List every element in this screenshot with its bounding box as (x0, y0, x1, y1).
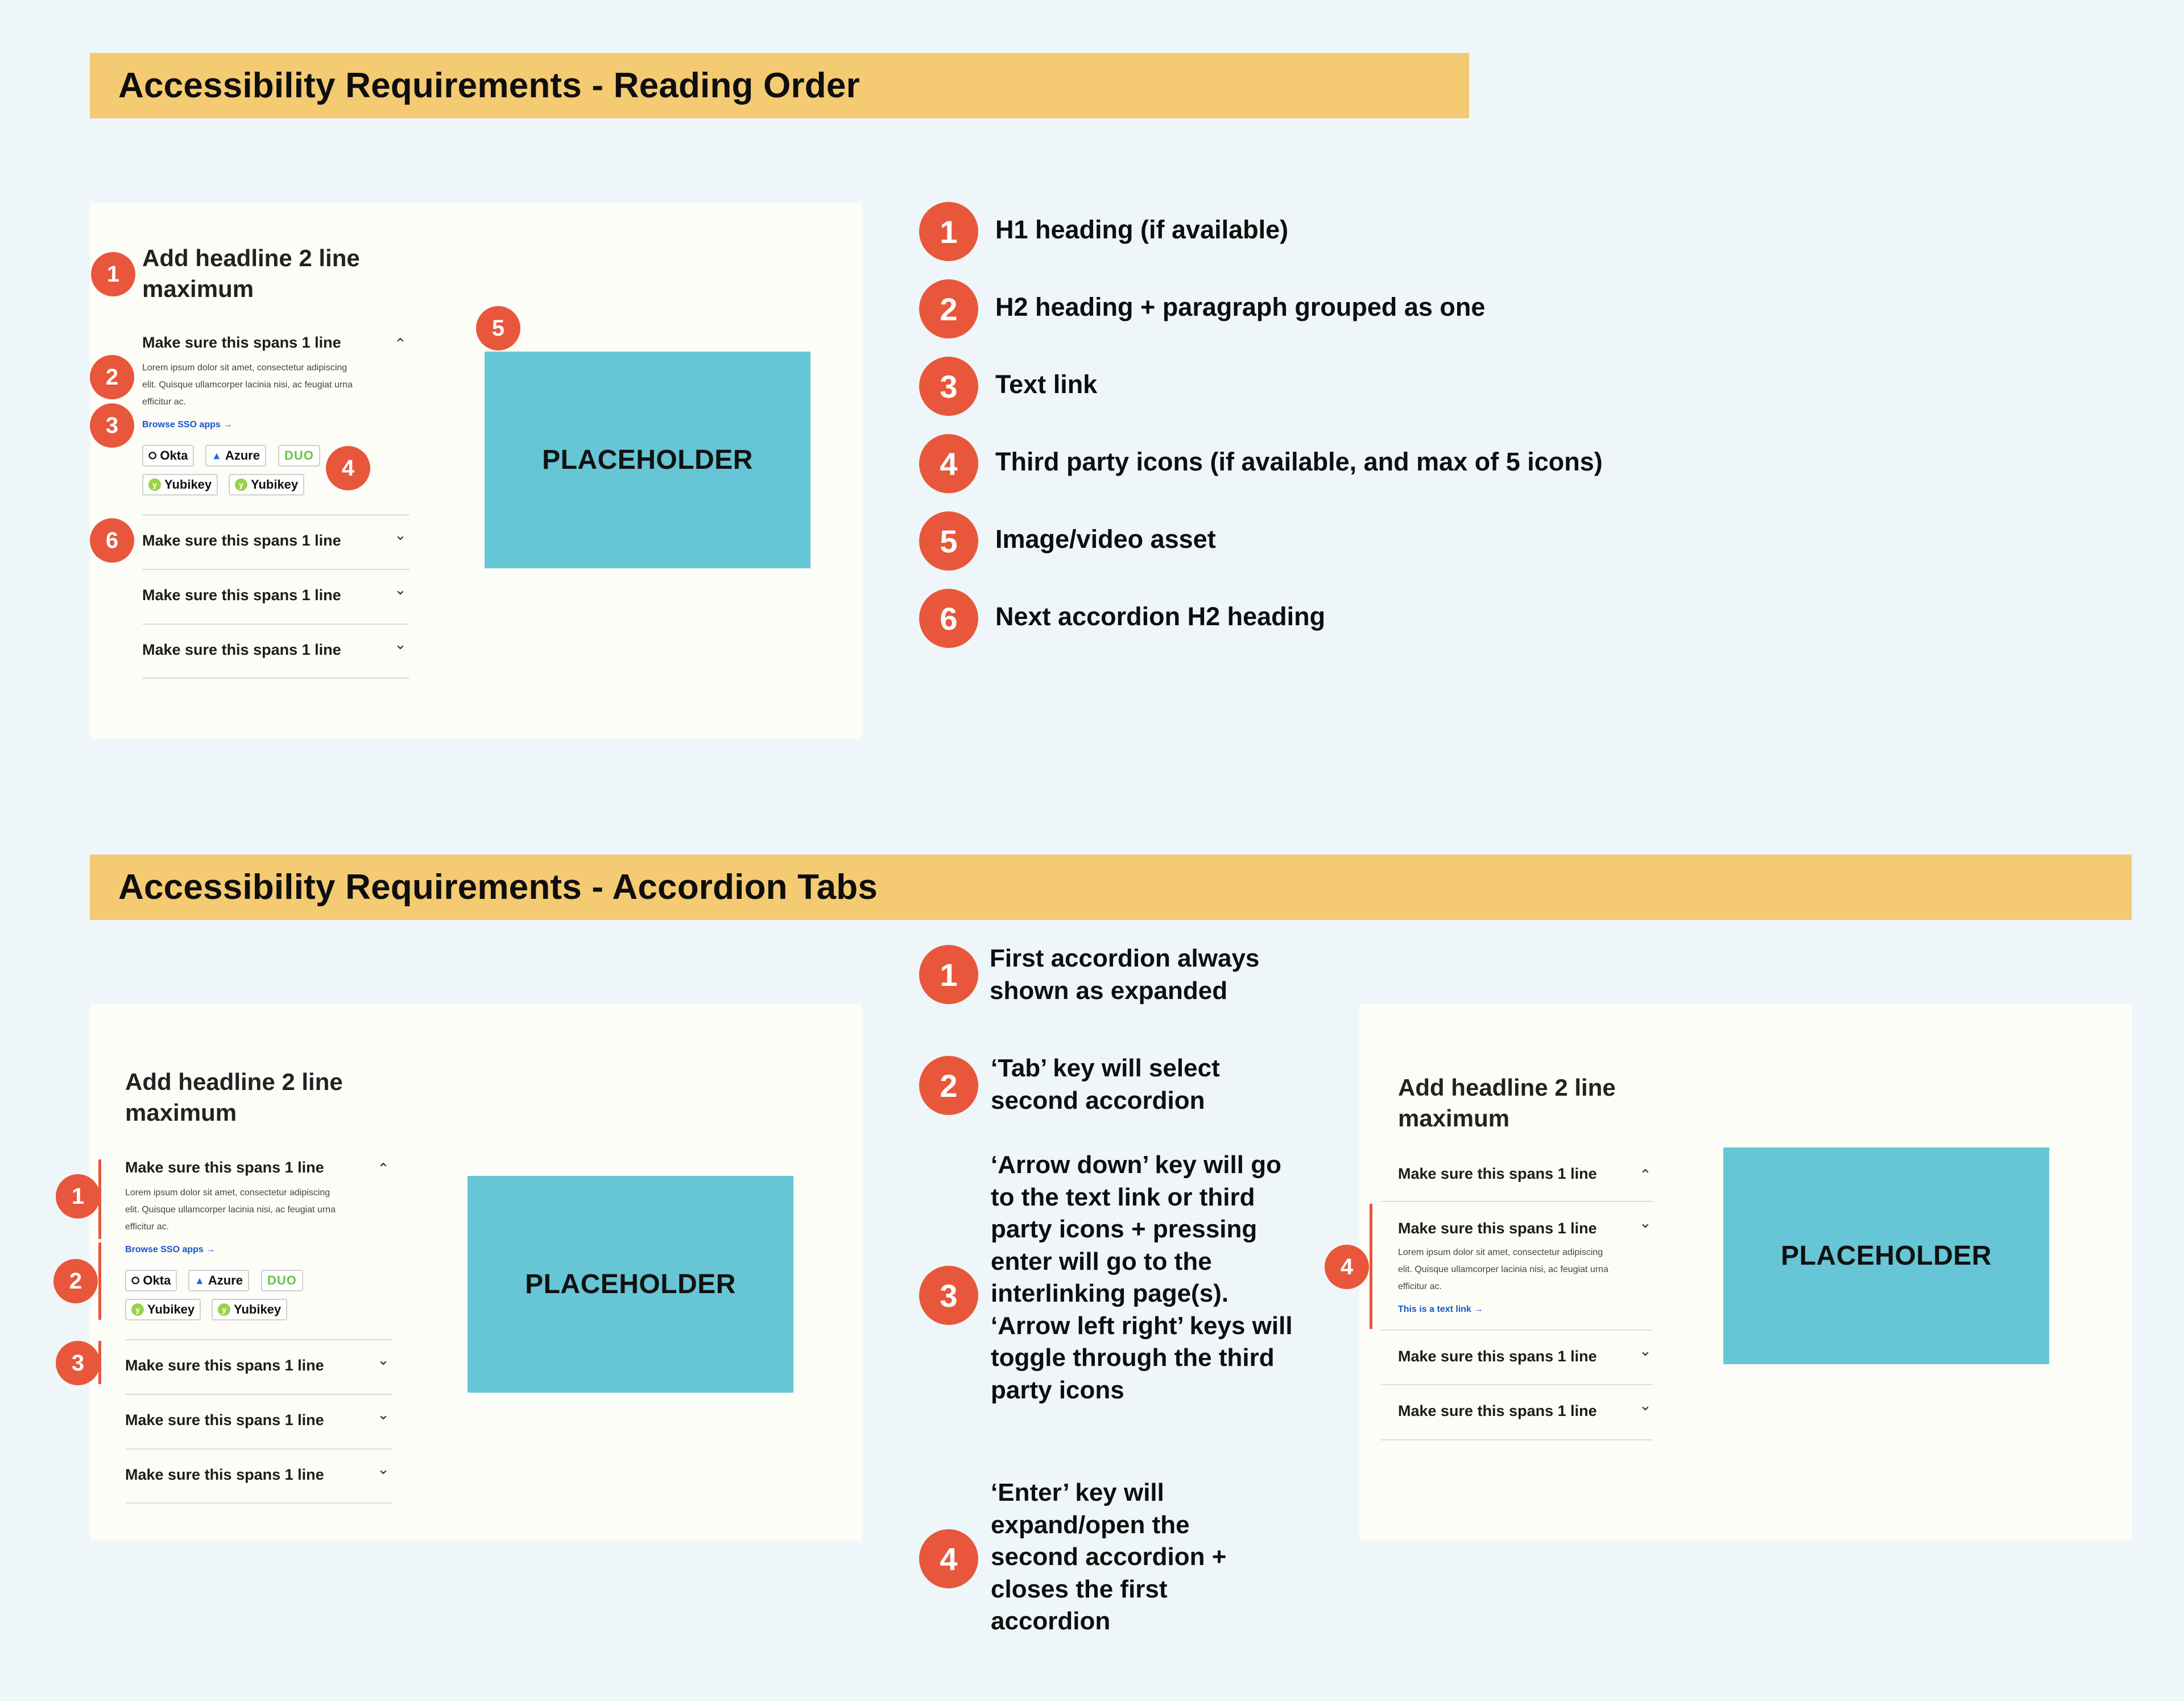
accordion-title-1[interactable]: Make sure this spans 1 line (1398, 1165, 1597, 1182)
legend-badge-5: 5 (919, 511, 978, 571)
legend-text-3: Text link (995, 370, 1098, 399)
badge-3: 3 (56, 1341, 100, 1385)
accordion-title-4[interactable]: Make sure this spans 1 line (125, 1466, 324, 1483)
chevron-down-icon[interactable]: ⌄ (377, 1460, 390, 1477)
step-badge-4: 4 (919, 1529, 978, 1588)
accordion-divider (1381, 1384, 1653, 1385)
badge-5: 5 (476, 306, 520, 350)
step-badge-3: 3 (919, 1266, 978, 1325)
accordion-divider (125, 1502, 392, 1504)
step-text-2: ‘Tab’ key will select second accordion (991, 1054, 1220, 1114)
placeholder-label: PLACEHOLDER (525, 1269, 736, 1299)
browse-sso-link[interactable]: Browse SSO apps → (142, 420, 233, 430)
accordion-title-4[interactable]: Make sure this spans 1 line (142, 641, 341, 658)
chevron-down-icon[interactable]: ⌄ (394, 635, 407, 653)
yubikey-icon: y (131, 1303, 144, 1316)
badge-2: 2 (53, 1259, 98, 1303)
duo-logo: DUO (267, 1273, 297, 1287)
partner-duo[interactable] (278, 445, 320, 466)
focus-indicator-2 (98, 1242, 101, 1320)
accordion-title-3[interactable]: Make sure this spans 1 line (1398, 1348, 1597, 1365)
legend-text-2: H2 heading + paragraph grouped as one (995, 292, 1486, 321)
section1-title: Accessibility Requirements - Reading Order (118, 66, 860, 105)
accordion-title-2[interactable]: Make sure this spans 1 line (142, 532, 341, 549)
accordion-divider (142, 514, 410, 515)
accordion-divider (1381, 1330, 1653, 1331)
partner-okta[interactable]: ⭘ Okta (125, 1270, 177, 1291)
section2-banner (90, 854, 2132, 920)
accordion-title-2[interactable]: Make sure this spans 1 line (125, 1357, 324, 1374)
badge-1: 1 (91, 252, 135, 296)
image-placeholder (468, 1176, 793, 1393)
accordion-tabs-right-card (1359, 1004, 2132, 1541)
chevron-down-icon[interactable]: ⌄ (394, 581, 407, 598)
chevron-down-icon[interactable]: ⌄ (1639, 1342, 1652, 1359)
chevron-up-icon[interactable]: ⌃ (377, 1160, 390, 1177)
legend-text-4: Third party icons (if available, and max of 5 icons) (995, 447, 1603, 476)
badge-4: 4 (1325, 1245, 1369, 1289)
chevron-down-icon[interactable]: ⌄ (1639, 1397, 1652, 1414)
legend-text-5: Image/video asset (995, 525, 1216, 554)
badge-1: 1 (56, 1174, 100, 1219)
partner-yubikey-1[interactable]: y Yubikey (142, 474, 218, 496)
yubikey-icon: y (148, 478, 161, 491)
image-placeholder (485, 352, 810, 568)
accordion-divider (125, 1339, 392, 1340)
legend-text-1: H1 heading (if available) (995, 215, 1289, 244)
placeholder-label: PLACEHOLDER (542, 445, 753, 475)
text-link[interactable]: This is a text link → (1398, 1304, 1483, 1314)
section2-title: Accessibility Requirements - Accordion Tabs (118, 868, 878, 907)
badge-4: 4 (326, 446, 370, 490)
accordion-divider (1381, 1201, 1653, 1202)
legend-text-6: Next accordion H2 heading (995, 602, 1326, 631)
legend-badge-3: 3 (919, 357, 978, 416)
yubikey-icon: y (218, 1303, 230, 1316)
section1-banner (90, 53, 1469, 118)
accordion-title-1[interactable]: Make sure this spans 1 line (125, 1159, 324, 1176)
step-text-1: First accordion always shown as expanded (990, 944, 1260, 1005)
badge-2: 2 (90, 355, 134, 399)
partner-duo[interactable] (261, 1270, 303, 1291)
azure-icon: ▲ (195, 1274, 205, 1286)
legend-badge-2: 2 (919, 279, 978, 338)
badge-3: 3 (90, 403, 134, 448)
accordion-title-3[interactable]: Make sure this spans 1 line (142, 587, 341, 604)
accordion-body-2: Lorem ipsum dolor sit amet, consectetur adipiscing elit. Quisque ullamcorper lacinia nisi, ac feugiat urna efficitur ac. (1398, 1248, 1608, 1291)
step-badge-1: 1 (919, 945, 978, 1004)
badge-6: 6 (90, 518, 134, 563)
step-badge-2: 2 (919, 1056, 978, 1115)
step-text-3: ‘Arrow down’ key will go to the text link or third party icons + pressing enter will go to the interlinking page(s). ‘Arrow left right’ keys will toggle through the third party icons (991, 1151, 1293, 1404)
placeholder-label: PLACEHOLDER (1781, 1241, 1992, 1271)
accordion-divider (125, 1394, 392, 1395)
accordion-title-1[interactable]: Make sure this spans 1 line (142, 334, 341, 351)
okta-icon: ⭘ (131, 1274, 140, 1286)
chevron-up-icon[interactable]: ⌃ (394, 335, 407, 352)
accordion-divider (1381, 1439, 1653, 1440)
accordion-title-3[interactable]: Make sure this spans 1 line (125, 1411, 324, 1428)
accordion-body-1: Lorem ipsum dolor sit amet, consectetur adipiscing elit. Quisque ullamcorper lacinia nisi, ac feugiat urna efficitur ac. (142, 363, 353, 407)
browse-sso-link[interactable]: Browse SSO apps → (125, 1245, 216, 1254)
accordion-title-4[interactable]: Make sure this spans 1 line (1398, 1402, 1597, 1419)
yubikey-icon: y (235, 478, 247, 491)
chevron-down-icon[interactable]: ⌄ (377, 1351, 390, 1368)
azure-icon: ▲ (212, 449, 222, 461)
chevron-down-icon[interactable]: ⌄ (1639, 1214, 1652, 1231)
accordion-divider (142, 678, 410, 679)
chevron-up-icon[interactable]: ⌃ (1639, 1166, 1652, 1183)
accordion-divider (125, 1448, 392, 1450)
legend-badge-1: 1 (919, 202, 978, 261)
step-text-4: ‘Enter’ key will expand/open the second accordion + closes the first accordion (991, 1479, 1227, 1635)
chevron-down-icon[interactable]: ⌄ (377, 1406, 390, 1423)
partner-yubikey-2[interactable]: y Yubikey (229, 474, 304, 496)
reading-order-card (90, 203, 862, 739)
duo-logo: DUO (284, 448, 314, 463)
partner-yubikey-1[interactable]: y Yubikey (125, 1299, 201, 1320)
accordion-title-2[interactable]: Make sure this spans 1 line (1398, 1220, 1597, 1237)
accordion-tabs-left-card (90, 1004, 862, 1541)
accordion-divider (142, 624, 410, 625)
accordion-body-1: Lorem ipsum dolor sit amet, consectetur adipiscing elit. Quisque ullamcorper lacinia nisi, ac feugiat urna efficitur ac. (125, 1188, 336, 1232)
partner-azure[interactable]: ▲ Azure (205, 445, 266, 466)
accordion-divider (142, 569, 410, 570)
legend-badge-6: 6 (919, 589, 978, 648)
okta-icon: ⭘ (148, 449, 157, 461)
focus-indicator-4 (1370, 1204, 1372, 1329)
card-headline: Add headline 2 line maximum (142, 245, 360, 302)
partner-okta[interactable]: ⭘ Okta (142, 445, 194, 466)
card-headline: Add headline 2 line maximum (125, 1068, 343, 1126)
card-headline: Add headline 2 line maximum (1398, 1074, 1616, 1132)
partner-azure[interactable]: ▲ Azure (188, 1270, 249, 1291)
image-placeholder (1723, 1147, 2049, 1364)
legend-badge-4: 4 (919, 434, 978, 493)
partner-yubikey-2[interactable]: y Yubikey (212, 1299, 287, 1320)
chevron-down-icon[interactable]: ⌄ (394, 526, 407, 543)
